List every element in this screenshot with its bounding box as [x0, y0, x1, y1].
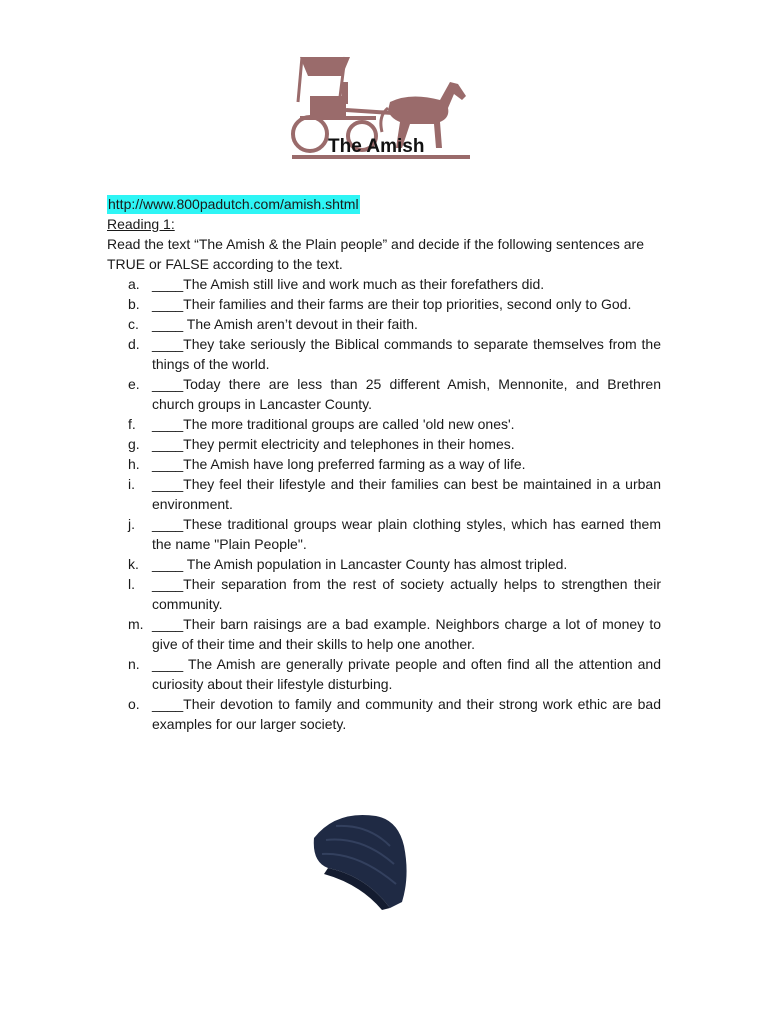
list-item — [107, 694, 661, 734]
item-text: ____The Amish have long preferred farming as a way of life. — [152, 456, 526, 472]
list-item — [107, 574, 661, 614]
item-marker: k. — [128, 556, 139, 572]
source-link[interactable]: http://www.800padutch.com/amish.shtml — [108, 196, 359, 212]
item-marker: l. — [128, 576, 135, 592]
list-item — [107, 334, 661, 374]
item-text: ____Their barn raisings are a bad example. Neighbors charge a lot of money to give of their time and their skills to help one another. — [152, 616, 661, 652]
item-marker: h. — [128, 456, 140, 472]
list-item — [107, 294, 661, 314]
item-marker: d. — [128, 336, 140, 352]
item-marker: e. — [128, 376, 140, 392]
url-line — [107, 194, 661, 214]
item-marker: c. — [128, 316, 139, 332]
list-item — [107, 434, 661, 454]
list-item — [107, 654, 661, 694]
list-item — [107, 414, 661, 434]
item-marker: f. — [128, 416, 136, 432]
item-text: ____ The Amish aren’t devout in their faith. — [152, 316, 418, 332]
item-marker: g. — [128, 436, 140, 452]
item-marker: o. — [128, 696, 140, 712]
page-title: The Amish — [328, 136, 425, 157]
list-item — [107, 274, 661, 294]
list-item — [107, 374, 661, 414]
instructions: Read the text “The Amish & the Plain people” and decide if the following sentences are TRUE or FALSE according to the text. — [107, 236, 644, 272]
list-item — [107, 454, 661, 474]
item-marker: b. — [128, 296, 140, 312]
item-text: ____They feel their lifestyle and their families can best be maintained in a urban environment. — [152, 476, 661, 512]
item-text: ____They permit electricity and telephones in their homes. — [152, 436, 515, 452]
list-item — [107, 554, 661, 574]
list-item — [107, 614, 661, 654]
list-item — [107, 314, 661, 334]
reading-label: Reading 1: — [107, 216, 175, 232]
buggy-wheel-rear — [293, 117, 327, 151]
item-text: ____These traditional groups wear plain clothing styles, which has earned them the name "Plain People". — [152, 516, 661, 552]
statement-list — [107, 274, 661, 734]
item-text: ____The more traditional groups are called 'old new ones'. — [152, 416, 515, 432]
list-item — [107, 514, 661, 554]
item-marker: a. — [128, 276, 140, 292]
item-marker: m. — [128, 616, 144, 632]
item-marker: i. — [128, 476, 135, 492]
item-text: ____Their devotion to family and community and their strong work ethic are bad examples for our larger society. — [152, 696, 661, 732]
item-text: ____ The Amish are generally private people and often find all the attention and curiosity about their lifestyle disturbing. — [152, 656, 661, 692]
list-item — [107, 474, 661, 514]
item-text: ____Today there are less than 25 different Amish, Mennonite, and Brethren church groups in Lancaster County. — [152, 376, 661, 412]
item-text: ____They take seriously the Biblical commands to separate themselves from the things of the world. — [152, 336, 661, 372]
worksheet-content — [107, 194, 661, 734]
item-text: ____The Amish still live and work much as their forefathers did. — [152, 276, 545, 292]
bonnet-icon — [306, 806, 416, 916]
item-text: ____Their families and their farms are their top priorities, second only to God. — [152, 296, 632, 312]
item-marker: j. — [128, 516, 135, 532]
item-text: ____Their separation from the rest of society actually helps to strengthen their community. — [152, 576, 661, 612]
item-text: ____ The Amish population in Lancaster County has almost tripled. — [152, 556, 568, 572]
item-marker: n. — [128, 656, 140, 672]
